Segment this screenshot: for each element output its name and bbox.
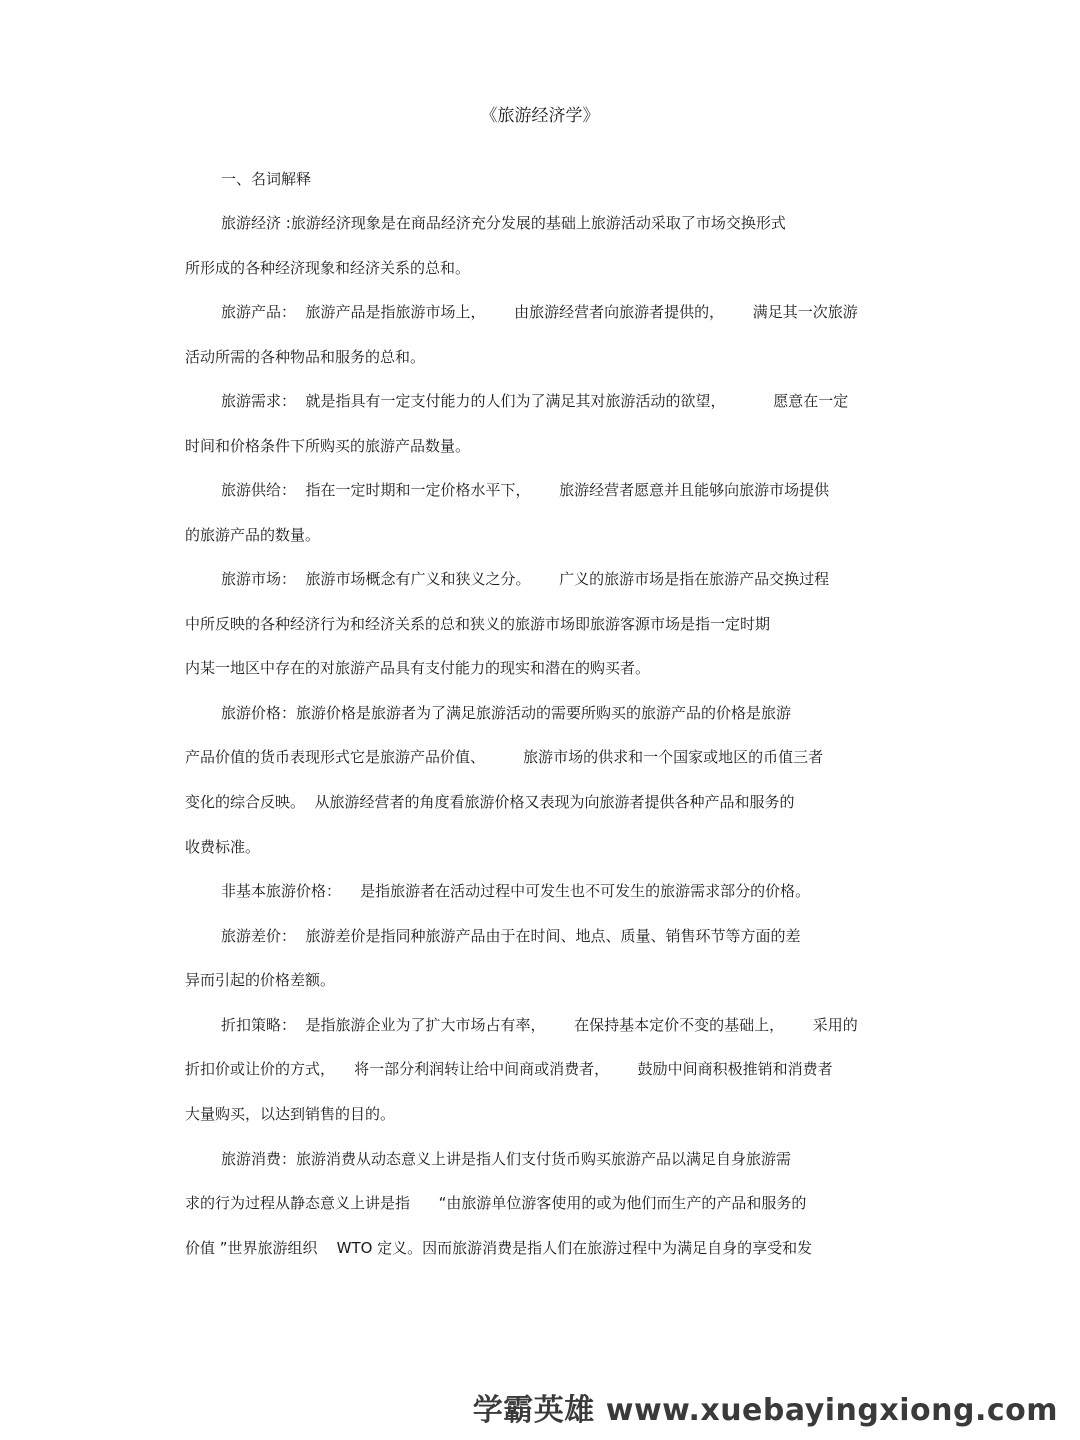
paragraph-line: 折扣策略： 是指旅游企业为了扩大市场占有率， 在保持基本定价不变的基础上， 采用的 — [221, 1016, 858, 1034]
paragraph-line: 大量购买，以达到销售的目的。 — [185, 1105, 396, 1123]
paragraph-line: 旅游差价： 旅游差价是指同种旅游产品由于在时间、地点、质量、销售环节等方面的差 — [221, 927, 801, 945]
document-title: 《旅游经济学》 — [480, 106, 600, 126]
paragraph-line: 活动所需的各种物品和服务的总和。 — [185, 348, 426, 366]
paragraph-line: 时间和价格条件下所购买的旅游产品数量。 — [185, 437, 471, 455]
paragraph-line: 变化的综合反映。 从旅游经营者的角度看旅游价格又表现为向旅游者提供各种产品和服务的 — [185, 793, 795, 811]
paragraph-line: 所形成的各种经济现象和经济关系的总和。 — [185, 259, 471, 277]
paragraph-line: 旅游需求： 就是指具有一定支付能力的人们为了满足其对旅游活动的欲望， 愿意在一定 — [221, 392, 849, 410]
paragraph-line: 折扣价或让价的方式， 将一部分利润转让给中间商或消费者， 鼓励中间商积极推销和消费者 — [185, 1060, 833, 1078]
paragraph-line: 产品价值的货币表现形式它是旅游产品价值、 旅游市场的供求和一个国家或地区的币值三者 — [185, 748, 824, 766]
paragraph-line: 的旅游产品的数量。 — [185, 526, 321, 544]
section-heading: 一、名词解释 — [221, 170, 312, 188]
paragraph-line: 异而引起的价格差额。 — [185, 971, 336, 989]
paragraph-line: 旅游消费：旅游消费从动态意义上讲是指人们支付货币购买旅游产品以满足自身旅游需 — [221, 1150, 792, 1168]
paragraph-line: 内某一地区中存在的对旅游产品具有支付能力的现实和潜在的购买者。 — [185, 659, 651, 677]
paragraph-line: 旅游经济 :旅游经济现象是在商品经济充分发展的基础上旅游活动采取了市场交换形式 — [221, 214, 786, 232]
paragraph-line: 旅游供给： 指在一定时期和一定价格水平下， 旅游经营者愿意并且能够向旅游市场提供 — [221, 481, 830, 499]
paragraph-line: 旅游价格：旅游价格是旅游者为了满足旅游活动的需要所购买的旅游产品的价格是旅游 — [221, 704, 792, 722]
paragraph-line: 旅游市场： 旅游市场概念有广义和狭义之分。 广义的旅游市场是指在旅游产品交换过程 — [221, 570, 830, 588]
paragraph-line: 中所反映的各种经济行为和经济关系的总和狭义的旅游市场即旅游客源市场是指一定时期 — [185, 615, 771, 633]
site-watermark: 学霸英雄 www.xuebayingxiong.com — [472, 1393, 1058, 1428]
paragraph-line: 价值 ”世界旅游组织 WTO 定义。因而旅游消费是指人们在旅游过程中为满足自身的享受和发 — [185, 1239, 813, 1257]
paragraph-line: 求的行为过程从静态意义上讲是指 “由旅游单位游客使用的或为他们而生产的产品和服务的 — [185, 1194, 807, 1212]
paragraph-line: 非基本旅游价格： 是指旅游者在活动过程中可发生也不可发生的旅游需求部分的价格。 — [221, 882, 811, 900]
paragraph-line: 收费标准。 — [185, 838, 261, 856]
paragraph-line: 旅游产品： 旅游产品是指旅游市场上， 由旅游经营者向旅游者提供的， 满足其一次旅游 — [221, 303, 858, 321]
